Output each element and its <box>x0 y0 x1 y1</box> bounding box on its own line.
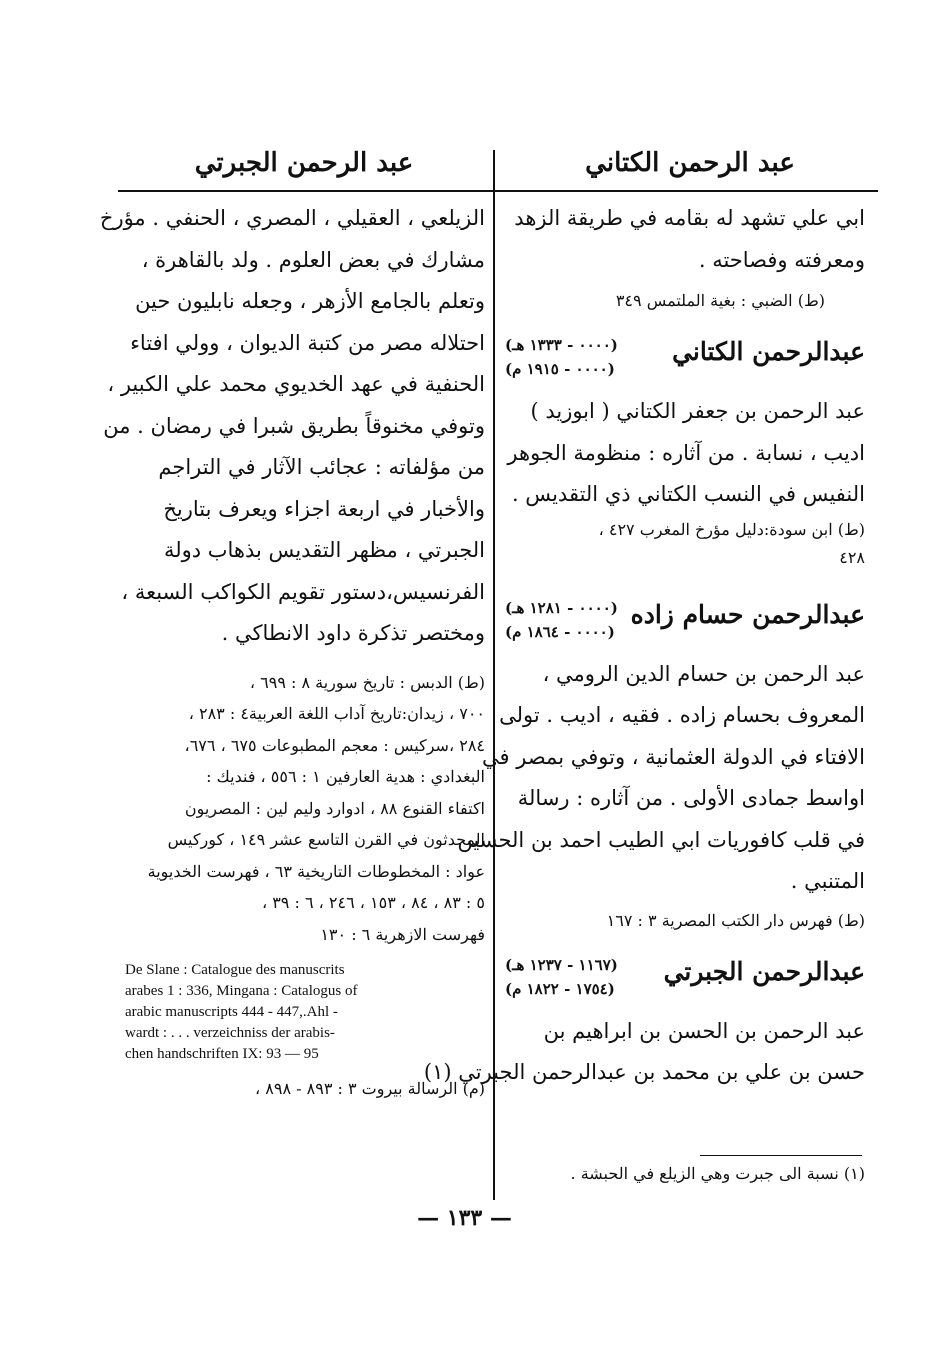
text-line: البغدادي : هدية العارفين ١ : ٥٥٦ ، فنديك : <box>206 767 485 786</box>
text-line: فهرست الازهرية ٦ : ١٣٠ <box>320 924 485 944</box>
column-divider <box>493 150 495 1200</box>
source-citation: (ط) الضبي : بغية الملتمس ٣٤٩ <box>615 291 825 310</box>
text-line: وتعلم بالجامع الأزهر ، وجعله نابليون حين <box>135 289 485 313</box>
entry-continuation <box>99 198 485 655</box>
footnote: (١) نسبة الى جبرت وهي الزيلع في الحبشة . <box>570 1164 865 1183</box>
text-line: الجبرتي ، مظهر التقديس بذهاب دولة <box>163 538 485 562</box>
running-header-left: عبد الرحمن الجبرتي <box>194 148 414 178</box>
hijri-dates: (٠٠٠٠ - ١٢٨١ هـ) <box>505 598 618 617</box>
text-line: عبد الرحمن بن حسام الدين الرومي ، <box>542 661 865 686</box>
gregorian-dates: (١٧٥٤ - ١٨٢٢ م) <box>505 979 615 998</box>
text-line: الزيلعي ، العقيلي ، المصري ، الحنفي . مؤرخ <box>99 206 485 230</box>
text-line: arabes 1 : 336, Mingana : Catalogus of <box>125 983 358 999</box>
text-line: المتنبي . <box>790 869 865 893</box>
text-line: اواسط جمادى الأولى . من آثاره : رسالة <box>517 786 865 810</box>
entry-body <box>505 391 865 516</box>
header-rule <box>118 190 878 192</box>
text-line: De Slane : Catalogue des manuscrits <box>125 962 345 978</box>
entry-name: عبدالرحمن الجبرتي <box>663 956 865 986</box>
text-line: ٢٨٤ ،سركيس : معجم المطبوعات ٦٧٥ ، ٦٧٦، <box>184 735 485 755</box>
intro-paragraph <box>505 198 865 281</box>
text-line: المعروف بحسام زاده . فقيه ، اديب . تولى <box>499 703 865 727</box>
text-line: مشارك في بعض العلوم . ولد بالقاهرة ، <box>141 247 485 272</box>
footnote-rule <box>700 1155 862 1156</box>
page-number: — ١٣٣ — <box>417 1205 512 1231</box>
entry-heading <box>505 592 865 654</box>
text-line: (ط) الدبس : تاريخ سورية ٨ : ٦٩٩ ، <box>249 672 485 692</box>
text-line: ٧٠٠ ، زيدان:تاريخ آداب اللغة العربية٤ : ٢٨٣ ، <box>188 704 485 723</box>
entry-heading <box>505 949 865 1011</box>
left-column <box>99 198 485 1103</box>
text-line: ٤٢٨ <box>839 547 865 567</box>
text-line: chen handschriften IX: 93 — 95 <box>125 1046 319 1062</box>
text-line: من مؤلفاته : عجائب الآثار في التراجم <box>158 455 485 479</box>
text-line: اكتفاء القنوع ٨٨ ، ادوارد وليم لين : المصريون <box>184 798 485 818</box>
entry-name: عبدالرحمن حسام زاده <box>630 599 865 629</box>
source-citation: (ط) فهرس دار الكتب المصرية ٣ : ١٦٧ <box>606 910 865 930</box>
entry-dates <box>505 333 618 381</box>
text-line: الافتاء في الدولة العثمانية ، وتوفي بمصر في <box>482 744 865 769</box>
right-column <box>423 198 865 1094</box>
entry-heading <box>505 329 865 391</box>
text-line: ٥ : ٨٣ ، ٨٤ ، ١٥٣ ، ٢٤٦ ، ٦ : ٣٩ ، <box>261 893 485 912</box>
text-line: والأخبار في اربعة اجزاء ويعرف بتاريخ <box>163 496 485 521</box>
text-line: وتوفي مخنوقاً بطريق شبرا في رمضان . من <box>103 413 485 438</box>
gregorian-dates: (٠٠٠٠ - ١٨٦٤ م) <box>505 622 615 641</box>
running-header-right: عبد الرحمن الكتاني <box>585 148 795 178</box>
entry-body <box>423 1011 865 1094</box>
text-line: عواد : المخطوطات التاريخية ٦٣ ، فهرست الخديوية <box>147 861 485 881</box>
text-line: الفرنسيس،دستور تقويم الكواكب السبعة ، <box>121 579 485 604</box>
entry-dates <box>505 596 618 644</box>
source-citation: (م) الرسالة بيروت ٣ : ٨٩٣ - ٨٩٨ ، <box>255 1079 485 1098</box>
text-line: النفيس في النسب الكتاني ذي التقديس . <box>511 482 865 506</box>
text-line: احتلاله مصر من كتبة الديوان ، وولي افتاء <box>130 330 485 355</box>
text-line: ابي علي تشهد له بقامه في طريقة الزهد <box>514 206 865 230</box>
source-citation <box>125 667 485 951</box>
text-line: في قلب كافوريات ابي الطيب احمد بن الحسين <box>457 827 865 852</box>
entry-body <box>457 654 865 903</box>
source-citation <box>505 516 865 572</box>
gregorian-dates: (٠٠٠٠ - ١٩١٥ م) <box>505 360 615 378</box>
text-line: wardt : . . . verzeichniss der arabis- <box>125 1025 335 1041</box>
text-line: arabic manuscripts 444 - 447,.Ahl - <box>125 1004 338 1020</box>
entry-name: عبدالرحمن الكتاني <box>672 337 865 366</box>
text-line: اديب ، نسابة . من آثاره : منظومة الجوهر <box>507 440 865 465</box>
text-line: الحنفية في عهد الخديوي محمد علي الكبير ، <box>107 372 485 396</box>
hijri-dates: (١١٦٧ - ١٢٣٧ هـ) <box>505 955 618 974</box>
latin-references <box>125 960 485 1065</box>
text-line: حسن بن علي بن محمد بن عبدالرحمن الجبرتي (١) <box>423 1060 865 1084</box>
entry-dates <box>505 953 618 1001</box>
hijri-dates: (٠٠٠٠ - ١٣٣٣ هـ) <box>505 336 618 354</box>
text-line: المحدثون في القرن التاسع عشر ١٤٩ ، كوركيس <box>167 830 485 849</box>
text-line: (ط) ابن سودة:دليل مؤرخ المغرب ٤٢٧ ، <box>598 519 865 539</box>
text-line: ومختصر تذكرة داود الانطاكي . <box>221 621 485 645</box>
text-line: عبد الرحمن بن جعفر الكتاني ( ابوزيد ) <box>530 399 865 423</box>
text-line: ومعرفته وفصاحته . <box>698 247 865 272</box>
text-line: عبد الرحمن بن الحسن بن ابراهيم بن <box>543 1018 865 1043</box>
